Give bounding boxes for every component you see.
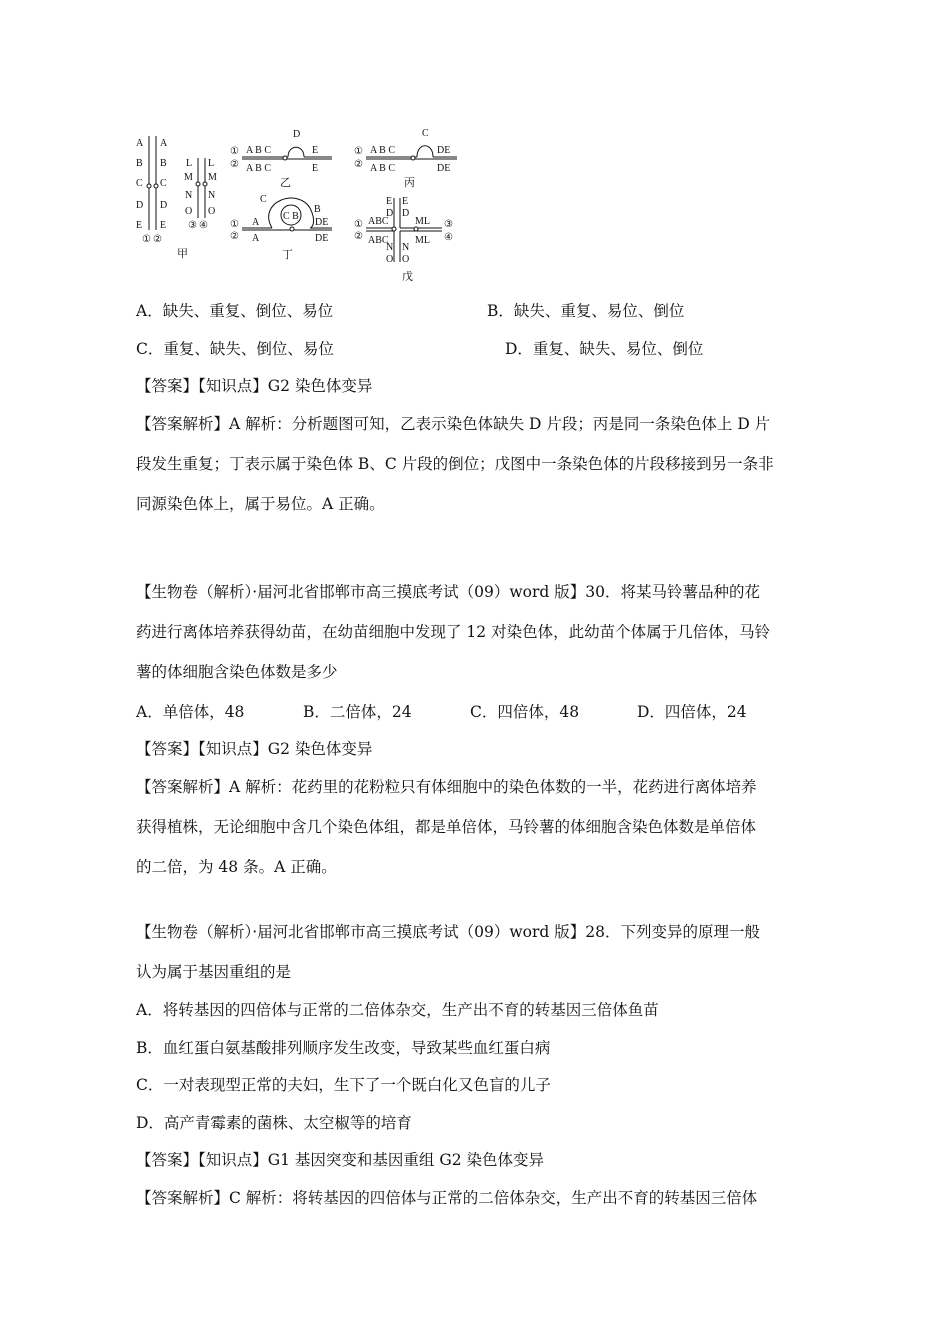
- bing-top-genes: A B C: [370, 145, 396, 156]
- marker-1: ①: [230, 146, 239, 157]
- jia-gene-label: O: [208, 206, 216, 217]
- marker-2: ②: [230, 231, 239, 242]
- yi-bottom-end: E: [312, 163, 319, 174]
- q1-option-b: B．缺失、重复、易位、倒位: [487, 302, 685, 320]
- jia-gene-label: D: [136, 200, 144, 211]
- marker-4: ④: [199, 220, 208, 231]
- q2-option-a: A．单倍体，48: [136, 703, 245, 721]
- marker-2: ②: [354, 231, 363, 242]
- q1-option-d: D．重复、缺失、易位、倒位: [505, 340, 704, 358]
- q2-option-c: C．四倍体，48: [470, 703, 580, 721]
- caption-yi: 乙: [280, 177, 291, 189]
- figure-ding: [230, 194, 332, 261]
- marker-3: ③: [188, 220, 197, 231]
- jia-gene-label: M: [208, 172, 217, 183]
- caption-ding: 丁: [282, 249, 293, 261]
- jia-gene-label: E: [160, 220, 167, 231]
- wu-up-letter: E: [386, 196, 393, 207]
- q3-option-d: D．高产青霉素的菌株、太空椒等的培育: [136, 1114, 412, 1132]
- ding-top-end: DE: [315, 217, 329, 228]
- bing-bottom-end: DE: [437, 163, 451, 174]
- figure-bing: [354, 128, 457, 189]
- q1-analysis-line: 同源染色体上，属于易位。A 正确。: [136, 495, 385, 513]
- q1-option-a: A．缺失、重复、倒位、易位: [136, 302, 334, 320]
- q2-answer: 【答案】【知识点】G2 染色体变异: [136, 740, 373, 758]
- q3-option-c: C．一对表现型正常的夫妇，生下了一个既白化又色盲的儿子: [136, 1076, 551, 1094]
- q3-option-b: B．血红蛋白氨基酸排列顺序发生改变，导致某些血红蛋白病: [136, 1039, 551, 1057]
- jia-gene-label: B: [160, 158, 167, 169]
- yi-top-genes: A B C: [246, 145, 272, 156]
- caption-wu: 戊: [402, 271, 413, 283]
- jia-gene-label: A: [160, 138, 168, 149]
- jia-gene-label: O: [185, 206, 193, 217]
- q3-stem-line: 【生物卷（解析）·届河北省邯郸市高三摸底考试（09）word 版】28．下列变异的原理一般: [136, 923, 760, 941]
- jia-gene-label: N: [208, 190, 216, 201]
- wu-down-letter: N: [402, 242, 410, 253]
- wu-down-letter: N: [386, 242, 394, 253]
- marker-1: ①: [354, 219, 363, 230]
- jia-gene-label: N: [185, 190, 193, 201]
- ding-loop-inner: C B: [283, 211, 299, 222]
- q2-stem-line: 药进行离体培养获得幼苗，在幼苗细胞中发现了 12 对染色体，此幼苗个体属于几倍体，马铃: [136, 623, 771, 641]
- wu-bottom-left: ABC: [368, 235, 389, 246]
- jia-gene-label: M: [184, 172, 193, 183]
- q2-option-d: D．四倍体，24: [637, 703, 747, 721]
- jia-gene-label: C: [136, 178, 143, 189]
- ding-bottom-end: DE: [315, 233, 329, 244]
- jia-gene-label: B: [136, 158, 143, 169]
- q2-stem-line: 薯的体细胞含染色体数是多少: [136, 663, 338, 681]
- caption-jia: 甲: [177, 248, 188, 260]
- ding-loop-right: B: [314, 204, 321, 215]
- yi-top-end: E: [312, 145, 319, 156]
- marker-1: ①: [142, 234, 151, 245]
- q1-answer: 【答案】【知识点】G2 染色体变异: [136, 377, 373, 395]
- figure-yi: [230, 129, 332, 189]
- q1-option-c: C．重复、缺失、倒位、易位: [136, 340, 334, 358]
- jia-gene-label: A: [136, 138, 144, 149]
- yi-loop-gene: D: [293, 129, 301, 140]
- wu-up-letter: D: [402, 208, 410, 219]
- q2-analysis-line: 【答案解析】A 解析：花药里的花粉粒只有体细胞中的染色体数的一半，花药进行离体培养: [136, 778, 757, 796]
- wu-down-letter: O: [386, 254, 394, 265]
- figure-wu: [354, 196, 453, 283]
- wu-top-left: ABC: [368, 216, 389, 227]
- figure-jia: [136, 136, 217, 260]
- marker-2: ②: [354, 159, 363, 170]
- bing-top-end: DE: [437, 145, 451, 156]
- yi-bottom-genes: A B C: [246, 163, 272, 174]
- jia-gene-label: E: [136, 220, 143, 231]
- wu-down-letter: O: [402, 254, 410, 265]
- q2-stem-line: 【生物卷（解析）·届河北省邯郸市高三摸底考试（09）word 版】30．将某马铃薯品种的花: [136, 583, 760, 601]
- q3-answer: 【答案】【知识点】G1 基因突变和基因重组 G2 染色体变异: [136, 1151, 545, 1169]
- wu-top-right: ML: [415, 216, 430, 227]
- marker-2: ②: [153, 234, 162, 245]
- bing-loop-gene: C: [422, 128, 429, 139]
- q2-analysis-line: 获得植株，无论细胞中含几个染色体组，都是单倍体，马铃薯的体细胞含染色体数是单倍体: [136, 818, 757, 836]
- marker-4: ④: [444, 232, 453, 243]
- caption-bing: 丙: [404, 177, 415, 189]
- chromosome-variation-figure: [132, 122, 472, 290]
- q1-analysis-line: 【答案解析】A 解析：分析题图可知，乙表示染色体缺失 D 片段；丙是同一条染色体上 D 片: [136, 415, 771, 433]
- wu-bottom-right: ML: [415, 235, 430, 246]
- jia-gene-label: C: [160, 178, 167, 189]
- marker-1: ①: [230, 219, 239, 230]
- marker-3: ③: [444, 219, 453, 230]
- ding-top-left: A: [252, 217, 260, 228]
- marker-1: ①: [354, 146, 363, 157]
- wu-up-letter: E: [402, 196, 409, 207]
- q3-stem-line: 认为属于基因重组的是: [136, 963, 292, 981]
- bing-bottom-genes: A B C: [370, 163, 396, 174]
- q3-analysis-line: 【答案解析】C 解析：将转基因的四倍体与正常的二倍体杂交，生产出不育的转基因三倍体: [136, 1189, 758, 1207]
- jia-gene-label: D: [160, 200, 168, 211]
- q1-analysis-line: 段发生重复；丁表示属于染色体 B、C 片段的倒位；戊图中一条染色体的片段移接到另一条非: [136, 455, 774, 473]
- q2-option-b: B．二倍体，24: [303, 703, 412, 721]
- q2-analysis-line: 的二倍，为 48 条。A 正确。: [136, 858, 337, 876]
- ding-bottom-left: A: [252, 233, 260, 244]
- jia-gene-label: L: [186, 158, 193, 169]
- q3-option-a: A．将转基因的四倍体与正常的二倍体杂交，生产出不育的转基因三倍体鱼苗: [136, 1001, 659, 1019]
- marker-2: ②: [230, 159, 239, 170]
- wu-up-letter: D: [386, 208, 394, 219]
- ding-loop-top: C: [260, 194, 267, 205]
- jia-gene-label: L: [208, 158, 215, 169]
